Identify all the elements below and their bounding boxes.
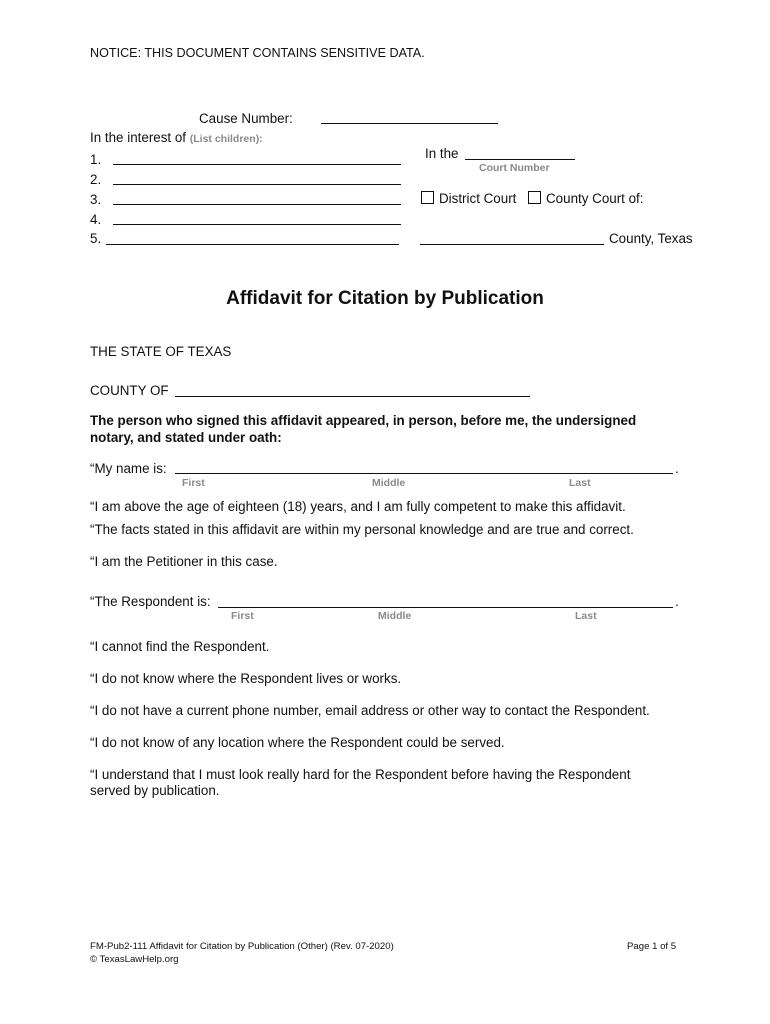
statement-cannot-find: “I cannot find the Respondent. bbox=[90, 639, 270, 654]
interest-label bbox=[90, 130, 263, 146]
statement-look-hard-line1: “I understand that I must look really hard for the Respondent before having the Respondent bbox=[90, 767, 631, 782]
district-court-label: District Court bbox=[439, 191, 517, 206]
child-name-field-4[interactable] bbox=[113, 224, 401, 225]
child-number: 1. bbox=[90, 152, 102, 167]
statement-not-know-lives: “I do not know where the Respondent lives or works. bbox=[90, 671, 402, 686]
child-number: 3. bbox=[90, 192, 102, 207]
my-name-last-hint: Last bbox=[569, 477, 591, 489]
my-name-field[interactable] bbox=[175, 473, 673, 474]
respondent-label: “The Respondent is: bbox=[90, 594, 211, 609]
county-court-option[interactable] bbox=[528, 191, 644, 207]
interest-label-text: In the interest of bbox=[90, 130, 187, 145]
child-name-field-2[interactable] bbox=[113, 184, 401, 185]
statement-facts: “The facts stated in this affidavit are within my personal knowledge and are true and correct. bbox=[90, 522, 634, 537]
district-court-option[interactable] bbox=[421, 191, 516, 207]
child-number: 2. bbox=[90, 172, 102, 187]
respondent-first-hint: First bbox=[231, 610, 254, 622]
footer-copyright: © TexasLawHelp.org bbox=[90, 954, 179, 965]
court-number-field[interactable] bbox=[465, 159, 575, 160]
child-name-field-5[interactable] bbox=[106, 244, 399, 245]
county-of-label: COUNTY OF bbox=[90, 383, 169, 398]
in-the-label: In the bbox=[425, 146, 459, 161]
statement-petitioner: “I am the Petitioner in this case. bbox=[90, 554, 278, 569]
respondent-name-period: . bbox=[675, 594, 679, 609]
child-number: 5. bbox=[90, 231, 102, 246]
statement-no-contact: “I do not have a current phone number, email address or other way to contact the Respondent. bbox=[90, 703, 650, 718]
county-court-checkbox[interactable] bbox=[528, 191, 541, 204]
court-number-hint: Court Number bbox=[479, 162, 550, 174]
footer-page-number: Page 1 of 5 bbox=[627, 941, 677, 952]
county-name-field[interactable] bbox=[420, 244, 604, 245]
document-title: Affidavit for Citation by Publication bbox=[226, 288, 544, 309]
statement-no-location: “I do not know of any location where the Respondent could be served. bbox=[90, 735, 505, 750]
my-name-period: . bbox=[675, 461, 679, 476]
respondent-name-field[interactable] bbox=[218, 607, 673, 608]
notary-statement-line2: notary, and stated under oath: bbox=[90, 430, 282, 445]
respondent-middle-hint: Middle bbox=[378, 610, 412, 622]
district-court-checkbox[interactable] bbox=[421, 191, 434, 204]
my-name-first-hint: First bbox=[182, 477, 205, 489]
my-name-middle-hint: Middle bbox=[372, 477, 406, 489]
child-number: 4. bbox=[90, 212, 102, 227]
statement-look-hard-line2: served by publication. bbox=[90, 783, 220, 798]
notary-statement-line1: The person who signed this affidavit appeared, in person, before me, the undersigned bbox=[90, 413, 637, 428]
county-texas-label: County, Texas bbox=[609, 231, 693, 246]
county-of-field[interactable] bbox=[175, 396, 530, 397]
footer-form-id: FM-Pub2-111 Affidavit for Citation by Publication (Other) (Rev. 07-2020) bbox=[90, 941, 394, 952]
respondent-last-hint: Last bbox=[575, 610, 597, 622]
state-heading: THE STATE OF TEXAS bbox=[90, 344, 232, 359]
child-name-field-1[interactable] bbox=[113, 164, 401, 165]
child-name-field-3[interactable] bbox=[113, 204, 401, 205]
cause-number-field[interactable] bbox=[321, 123, 498, 124]
list-children-hint: (List children): bbox=[189, 133, 263, 145]
statement-age: “I am above the age of eighteen (18) years, and I am fully competent to make this affidavit. bbox=[90, 499, 626, 514]
county-court-label: County Court of: bbox=[546, 191, 644, 206]
sensitive-data-notice: NOTICE: THIS DOCUMENT CONTAINS SENSITIVE DATA. bbox=[90, 46, 425, 60]
cause-number-label: Cause Number: bbox=[199, 111, 293, 126]
my-name-label: “My name is: bbox=[90, 461, 167, 476]
